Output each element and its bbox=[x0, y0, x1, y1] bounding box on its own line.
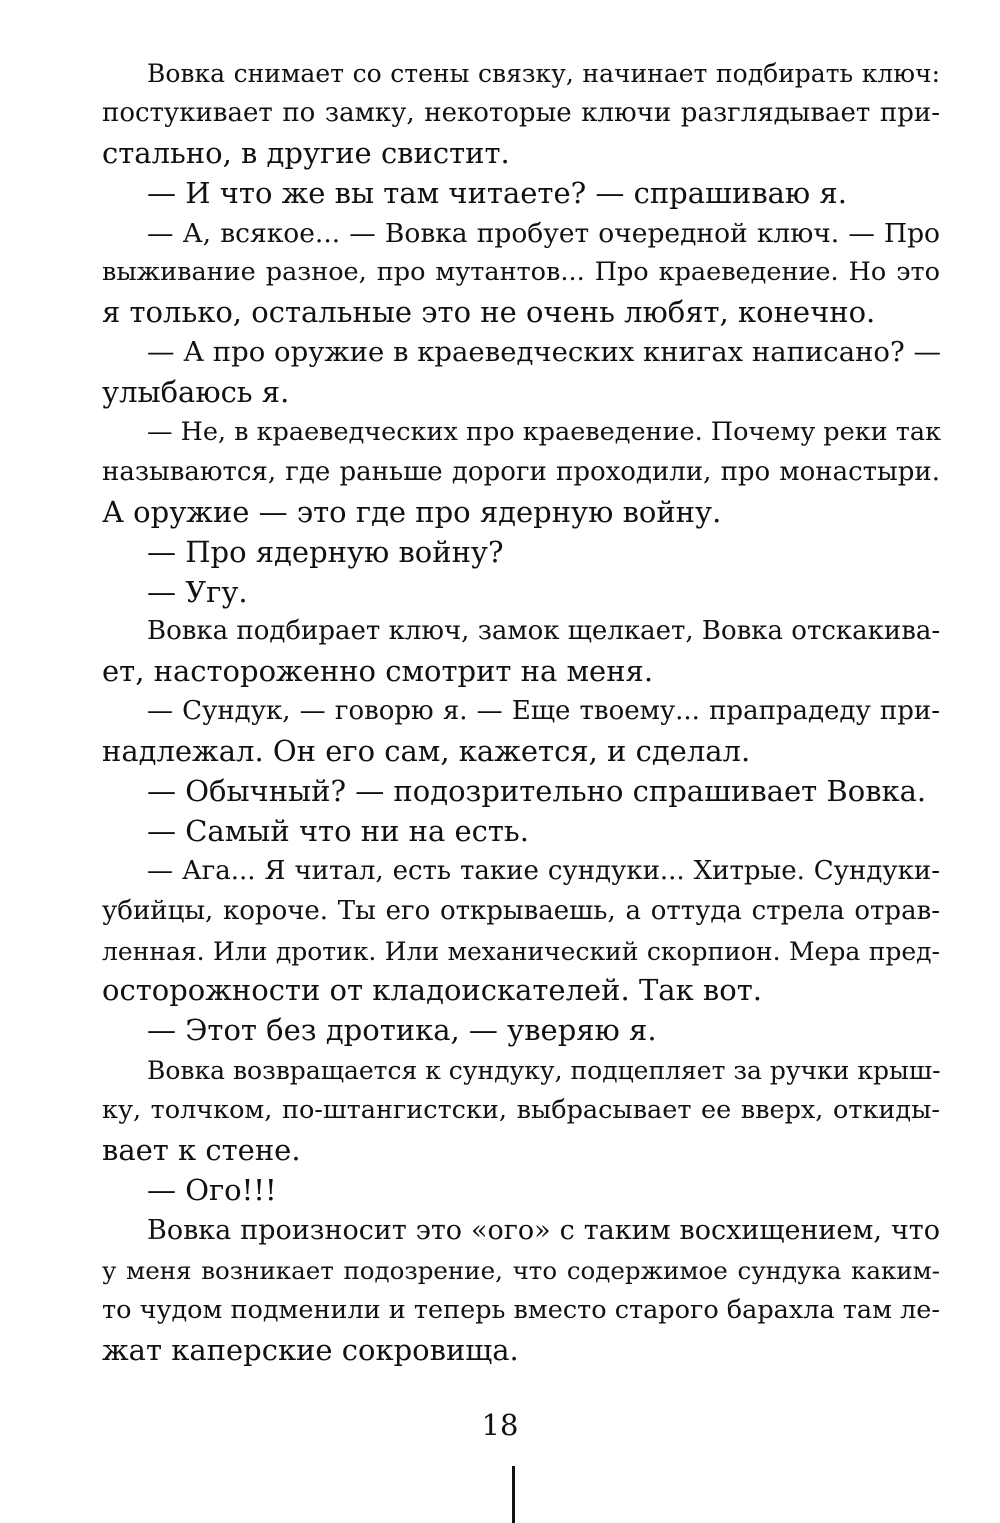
text-line: — Ага... Я читал, есть такие сундуки... Хитрые. Сундуки- bbox=[147, 855, 940, 886]
text-line: стально, в другие свистит. bbox=[102, 135, 510, 170]
text-line: — И что же вы там читаете? — спрашиваю я. bbox=[147, 175, 847, 210]
text-line: — Не, в краеведческих про краеведение. Почему реки так bbox=[147, 417, 942, 448]
text-line: Вовка подбирает ключ, замок щелкает, Вовка отскакива- bbox=[147, 616, 941, 647]
text-line: жат каперские сокровища. bbox=[102, 1332, 519, 1367]
text-line: — Обычный? — подозрительно спрашивает Вовка. bbox=[147, 774, 927, 809]
text-line: — А, всякое... — Вовка пробует очередной ключ. — Про bbox=[147, 217, 940, 249]
text-line: ет, настороженно смотрит на меня. bbox=[102, 654, 654, 689]
text-line: ленная. Или дротик. Или механический скорпион. Мера пред- bbox=[102, 936, 940, 966]
text-line: Вовка произносит это «ого» с таким восхищением, что bbox=[147, 1214, 940, 1246]
text-line: — Угу. bbox=[147, 574, 248, 609]
text-line: — Самый что ни на есть. bbox=[147, 813, 529, 848]
text-line: выживание разное, про мутантов... Про краеведение. Но это bbox=[102, 257, 940, 288]
text-line: Вовка возвращается к сундуку, подцепляет за ручки крыш- bbox=[147, 1056, 941, 1086]
text-line: надлежал. Он его сам, кажется, и сделал. bbox=[102, 734, 751, 769]
text-line: — Про ядерную войну? bbox=[147, 534, 504, 569]
text-line: осторожности от кладоискателей. Так вот. bbox=[102, 973, 762, 1008]
text-line: Вовка снимает со стены связку, начинает подбирать ключ: bbox=[147, 59, 940, 88]
body-text bbox=[102, 54, 940, 1370]
text-line: вает к стене. bbox=[102, 1133, 301, 1168]
text-line: — Сундук, — говорю я. — Еще твоему... прапрадеду при- bbox=[147, 696, 940, 727]
text-line: улыбаюсь я. bbox=[102, 375, 290, 410]
text-line: у меня возникает подозрение, что содержимое сундука каким- bbox=[102, 1255, 940, 1285]
page-edge-rule bbox=[512, 1466, 515, 1523]
text-line: называются, где раньше дороги проходили, про монастыри. bbox=[102, 456, 940, 487]
text-line: постукивает по замку, некоторые ключи разглядывает при- bbox=[102, 97, 940, 128]
text-line: А оружие — это где про ядерную войну. bbox=[102, 494, 722, 529]
text-line: — А про оружие в краеведческих книгах написано? — bbox=[147, 336, 941, 369]
text-line: то чудом подменили и теперь вместо старого барахла там ле- bbox=[102, 1294, 940, 1325]
text-line: я только, остальные это не очень любят, конечно. bbox=[102, 295, 876, 330]
text-line: — Ого!!! bbox=[147, 1172, 277, 1207]
text-line: ку, толчком, по-штангистски, выбрасывает ее вверх, откиды- bbox=[102, 1095, 940, 1126]
text-line: — Этот без дротика, — уверяю я. bbox=[147, 1013, 657, 1048]
page-number: 18 bbox=[481, 1408, 519, 1442]
text-line: убийцы, короче. Ты его открываешь, а оттуда стрела отрав- bbox=[102, 895, 940, 926]
